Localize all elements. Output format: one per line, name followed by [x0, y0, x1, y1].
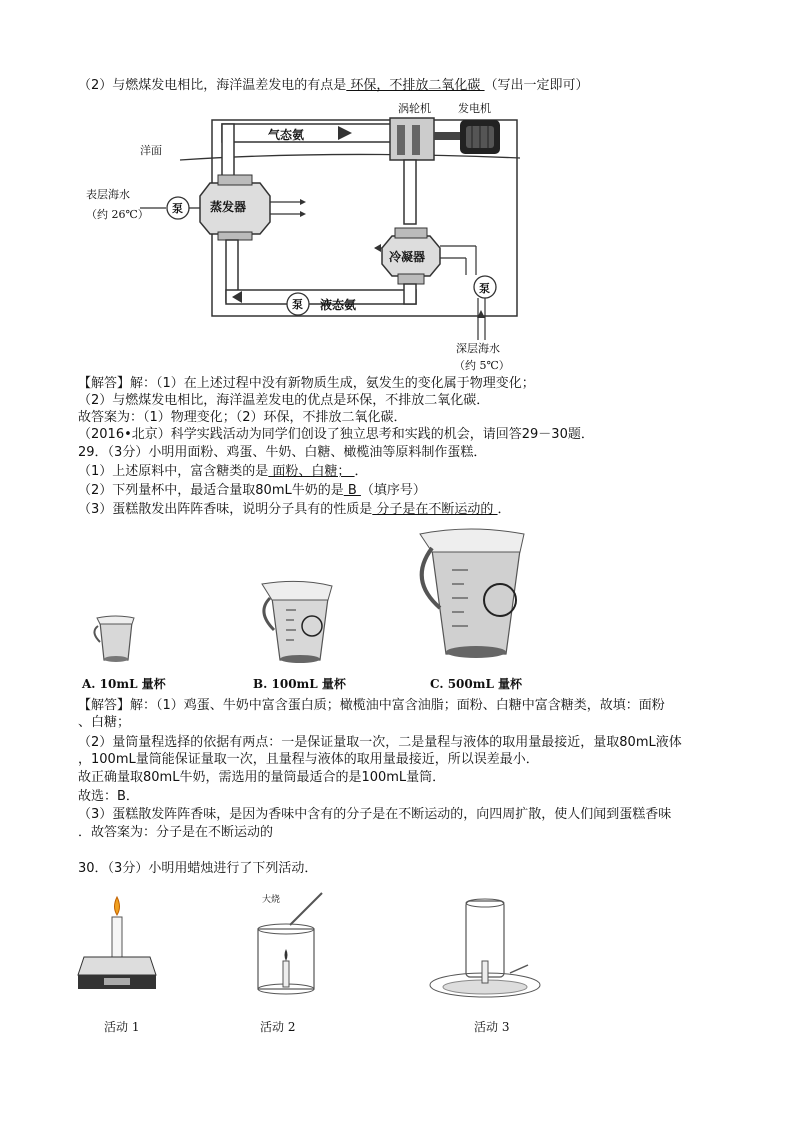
measuring-cups-figure: [0, 520, 794, 690]
deep-temp-label: （约 5℃）: [454, 359, 510, 372]
answer29-line6: 故选：B．: [78, 789, 139, 804]
cup-a: [94, 616, 134, 662]
answer29-line2: 、白糖；: [78, 715, 131, 730]
answer29-line3: （2）量筒量程选择的依据有两点：一是保证量取一次，二是量程与液体的取用量最接近，量取80mL液体: [78, 735, 682, 750]
answer29-line1: 【解答】解：（1）鸡蛋、牛奶中富含蛋白质；橄榄油中富含油脂；面粉、白糖中富含糖类，故填：面粉: [78, 698, 665, 713]
condenser-label: 冷凝器: [389, 250, 426, 264]
activity-2-tag: 大烧: [262, 895, 281, 905]
activity-2-beaker: [258, 893, 322, 994]
q29-line2: （1）上述原料中，富含糖类的是 面粉、白糖； ．: [78, 464, 368, 479]
surface-temp-label: （约 26℃）: [86, 208, 149, 221]
activity-2-caption: 活动 2: [260, 1020, 296, 1034]
pump-label-2: 泵: [292, 298, 303, 311]
answer29-line4: ，100mL量筒能保证量取一次，且量程与液体的取用量最接近，所以误差最小．: [78, 752, 539, 767]
activity-1-caption: 活动 1: [104, 1020, 140, 1034]
gas-ammonia-label: 气态氨: [268, 128, 305, 142]
answer1-line4: （2016•北京）科学实践活动为同学们创设了独立思考和实践的机会，请回答29－30题．: [78, 427, 594, 442]
activity-1-scale: [78, 897, 156, 989]
answer29-line5: 故正确量取80mL牛奶，需选用的量筒最适合的是100mL量筒．: [78, 770, 446, 785]
surface-water-label: 表层海水: [86, 188, 130, 201]
q29-line1: 29．（3分）小明用面粉、鸡蛋、牛奶、白糖、橄榄油等原料制作蛋糕．: [78, 445, 487, 460]
answer29-line8: ．故答案为：分子是在不断运动的: [78, 825, 274, 840]
q29-line4: （3）蛋糕散发出阵阵香味，说明分子具有的性质是 分子是在不断运动的 ．: [78, 502, 511, 517]
cup-b: [262, 581, 332, 663]
cup-b-caption: B. 100mL 量杯: [253, 677, 346, 691]
cup-a-caption: A. 10mL 量杯: [82, 677, 166, 691]
cup-c-caption: C. 500mL 量杯: [430, 677, 523, 691]
generator-label: 发电机: [458, 102, 491, 115]
pump-label-1: 泵: [172, 202, 183, 215]
answer1-line2: （2）与燃煤发电相比，海洋温差发电的优点是环保，不排放二氧化碳．: [78, 393, 490, 408]
activity-3-caption: 活动 3: [474, 1020, 510, 1034]
answer-blank: 分子是在不断运动的: [372, 502, 498, 517]
pump-label-3: 泵: [479, 282, 490, 295]
answer29-line7: （3）蛋糕散发阵阵香味，是因为香味中含有的分子是在不断运动的，向四周扩散，使人们闻到蛋糕香味: [78, 807, 672, 822]
ocean-surface-label: 洋面: [140, 144, 162, 157]
q29-line3: （2）下列量杯中，最适合量取80mL牛奶的是 B （填序号）: [78, 483, 426, 498]
activity-3-cylinder: [430, 899, 540, 997]
deep-water-label: 深层海水: [456, 342, 500, 355]
q30-line1: 30．（3分）小明用蜡烛进行了下列活动．: [78, 861, 318, 876]
cup-c: [420, 529, 524, 658]
answer-blank: 面粉、白糖；: [268, 464, 355, 479]
question-2-line: （2）与燃煤发电相比，海洋温差发电的有点是 环保，不排放二氧化碳 （写出一定即可）: [78, 78, 589, 93]
answer-blank: B: [343, 483, 361, 498]
answer1-line3: 故答案为：（1）物理变化；（2）环保，不排放二氧化碳．: [78, 410, 407, 425]
answer1-line1: 【解答】解：（1）在上述过程中没有新物质生成，氨发生的变化属于物理变化；: [78, 376, 535, 391]
turbine-label: 涡轮机: [398, 102, 431, 115]
liquid-ammonia-label: 液态氨: [320, 298, 357, 312]
candle-activities-figure: [0, 885, 794, 1035]
evaporator-label: 蒸发器: [210, 200, 247, 214]
answer-blank: 环保，不排放二氧化碳: [346, 78, 485, 93]
